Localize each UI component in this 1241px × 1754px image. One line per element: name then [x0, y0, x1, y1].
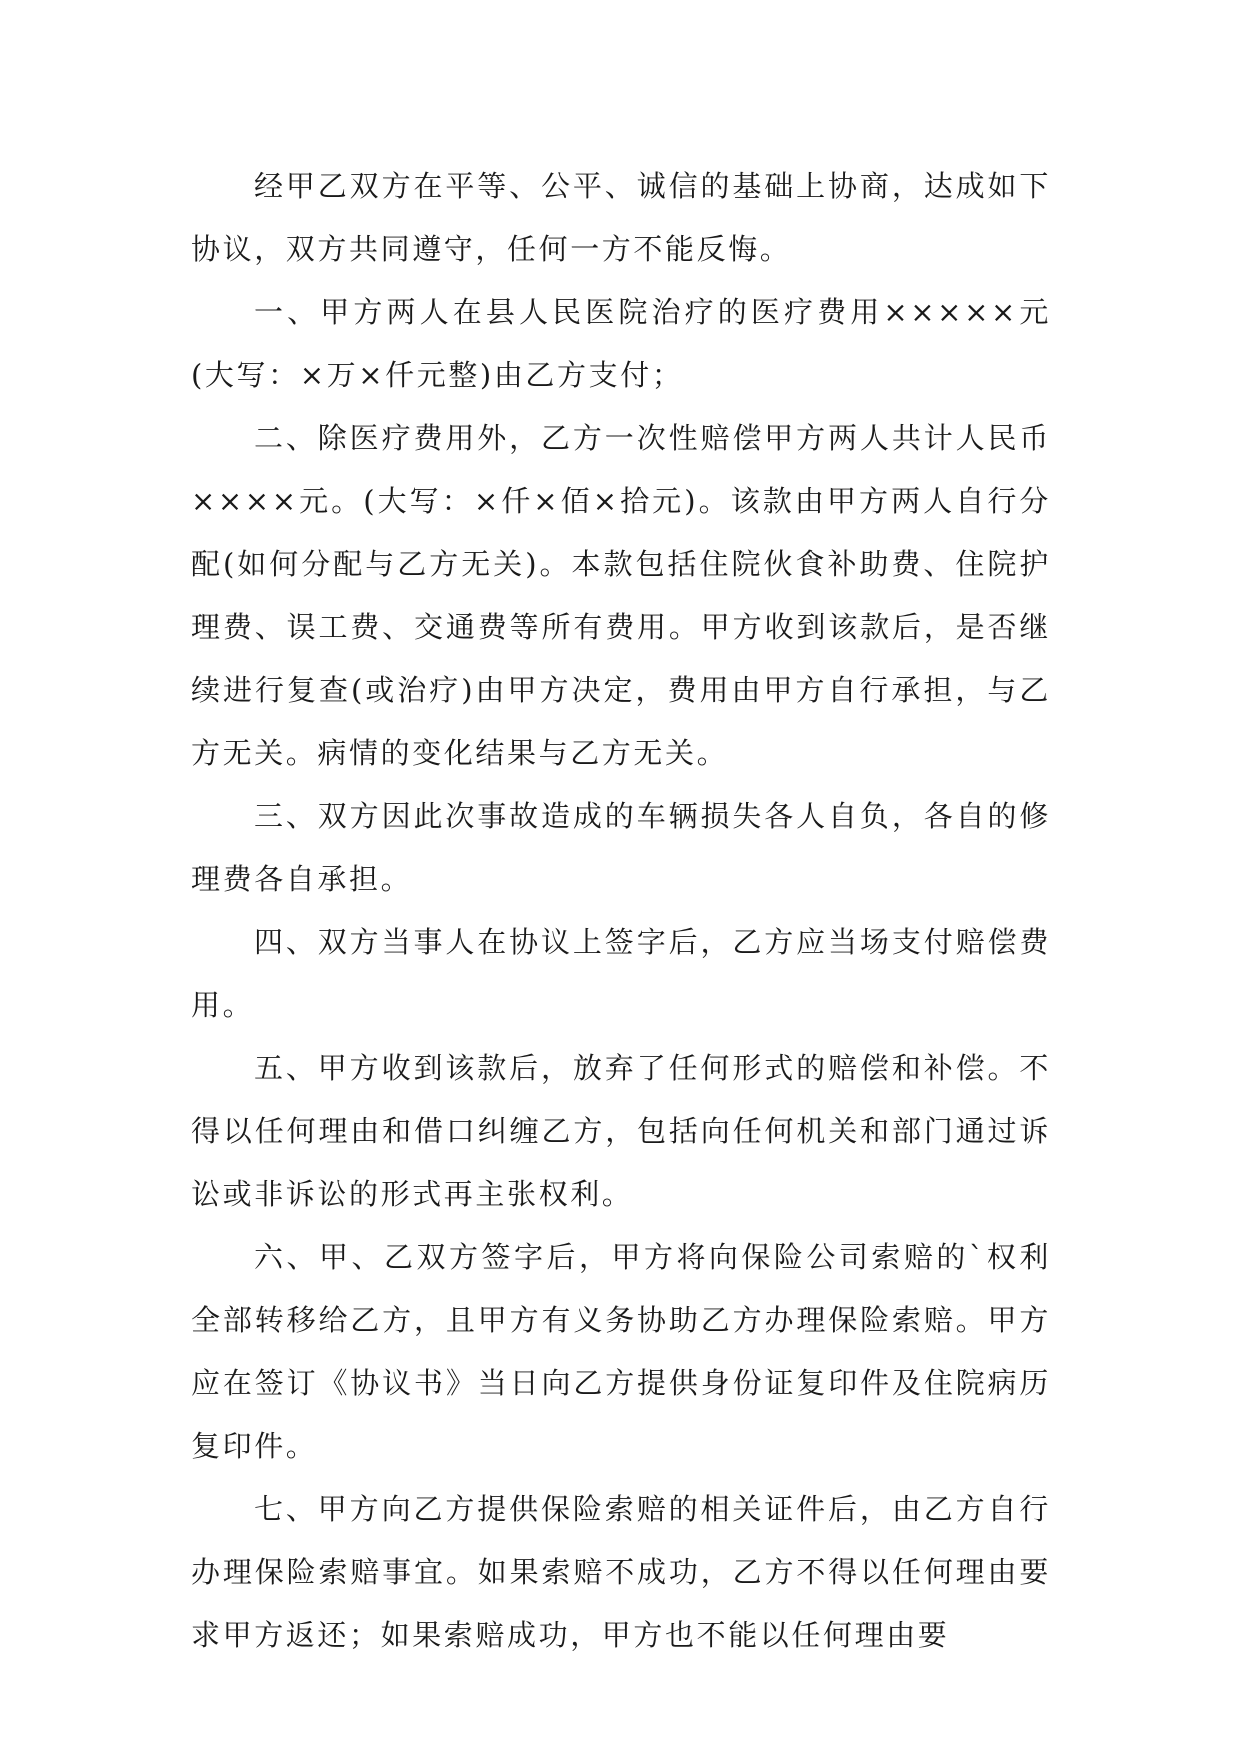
paragraph-intro: 经甲乙双方在平等、公平、诚信的基础上协商，达成如下协议，双方共同遵守，任何一方不能反悔。: [191, 169, 1051, 266]
document-body: [191, 155, 1051, 1667]
paragraph-clause-4: 四、双方当事人在协议上签字后，乙方应当场支付赔偿费用。: [191, 925, 1051, 1022]
paragraph-clause-6: 六、甲、乙双方签字后，甲方将向保险公司索赔的`权利全部转移给乙方，且甲方有义务协助乙方办理保险索赔。甲方应在签订《协议书》当日向乙方提供身份证复印件及住院病历复印件。: [191, 1240, 1051, 1463]
paragraph-clause-5: 五、甲方收到该款后，放弃了任何形式的赔偿和补偿。不得以任何理由和借口纠缠乙方，包括向任何机关和部门通过诉讼或非诉讼的形式再主张权利。: [191, 1051, 1051, 1211]
paragraph-clause-3: 三、双方因此次事故造成的车辆损失各人自负，各自的修理费各自承担。: [191, 799, 1051, 896]
paragraph-clause-2: 二、除医疗费用外，乙方一次性赔偿甲方两人共计人民币××××元。(大写：×仟×佰×拾元)。该款由甲方两人自行分配(如何分配与乙方无关)。本款包括住院伙食补助费、住院护理费、误工费、交通费等所有费用。甲方收到该款后，是否继续进行复查(或治疗)由甲方决定，费用由甲方自行承担，与乙方无关。病情的变化结果与乙方无关。: [191, 421, 1051, 770]
paragraph-clause-1: 一、甲方两人在县人民医院治疗的医疗费用×××××元(大写：×万×仟元整)由乙方支付；: [191, 295, 1051, 392]
paragraph-clause-7: 七、甲方向乙方提供保险索赔的相关证件后，由乙方自行办理保险索赔事宜。如果索赔不成功，乙方不得以任何理由要求甲方返还；如果索赔成功，甲方也不能以任何理由要: [191, 1492, 1051, 1652]
